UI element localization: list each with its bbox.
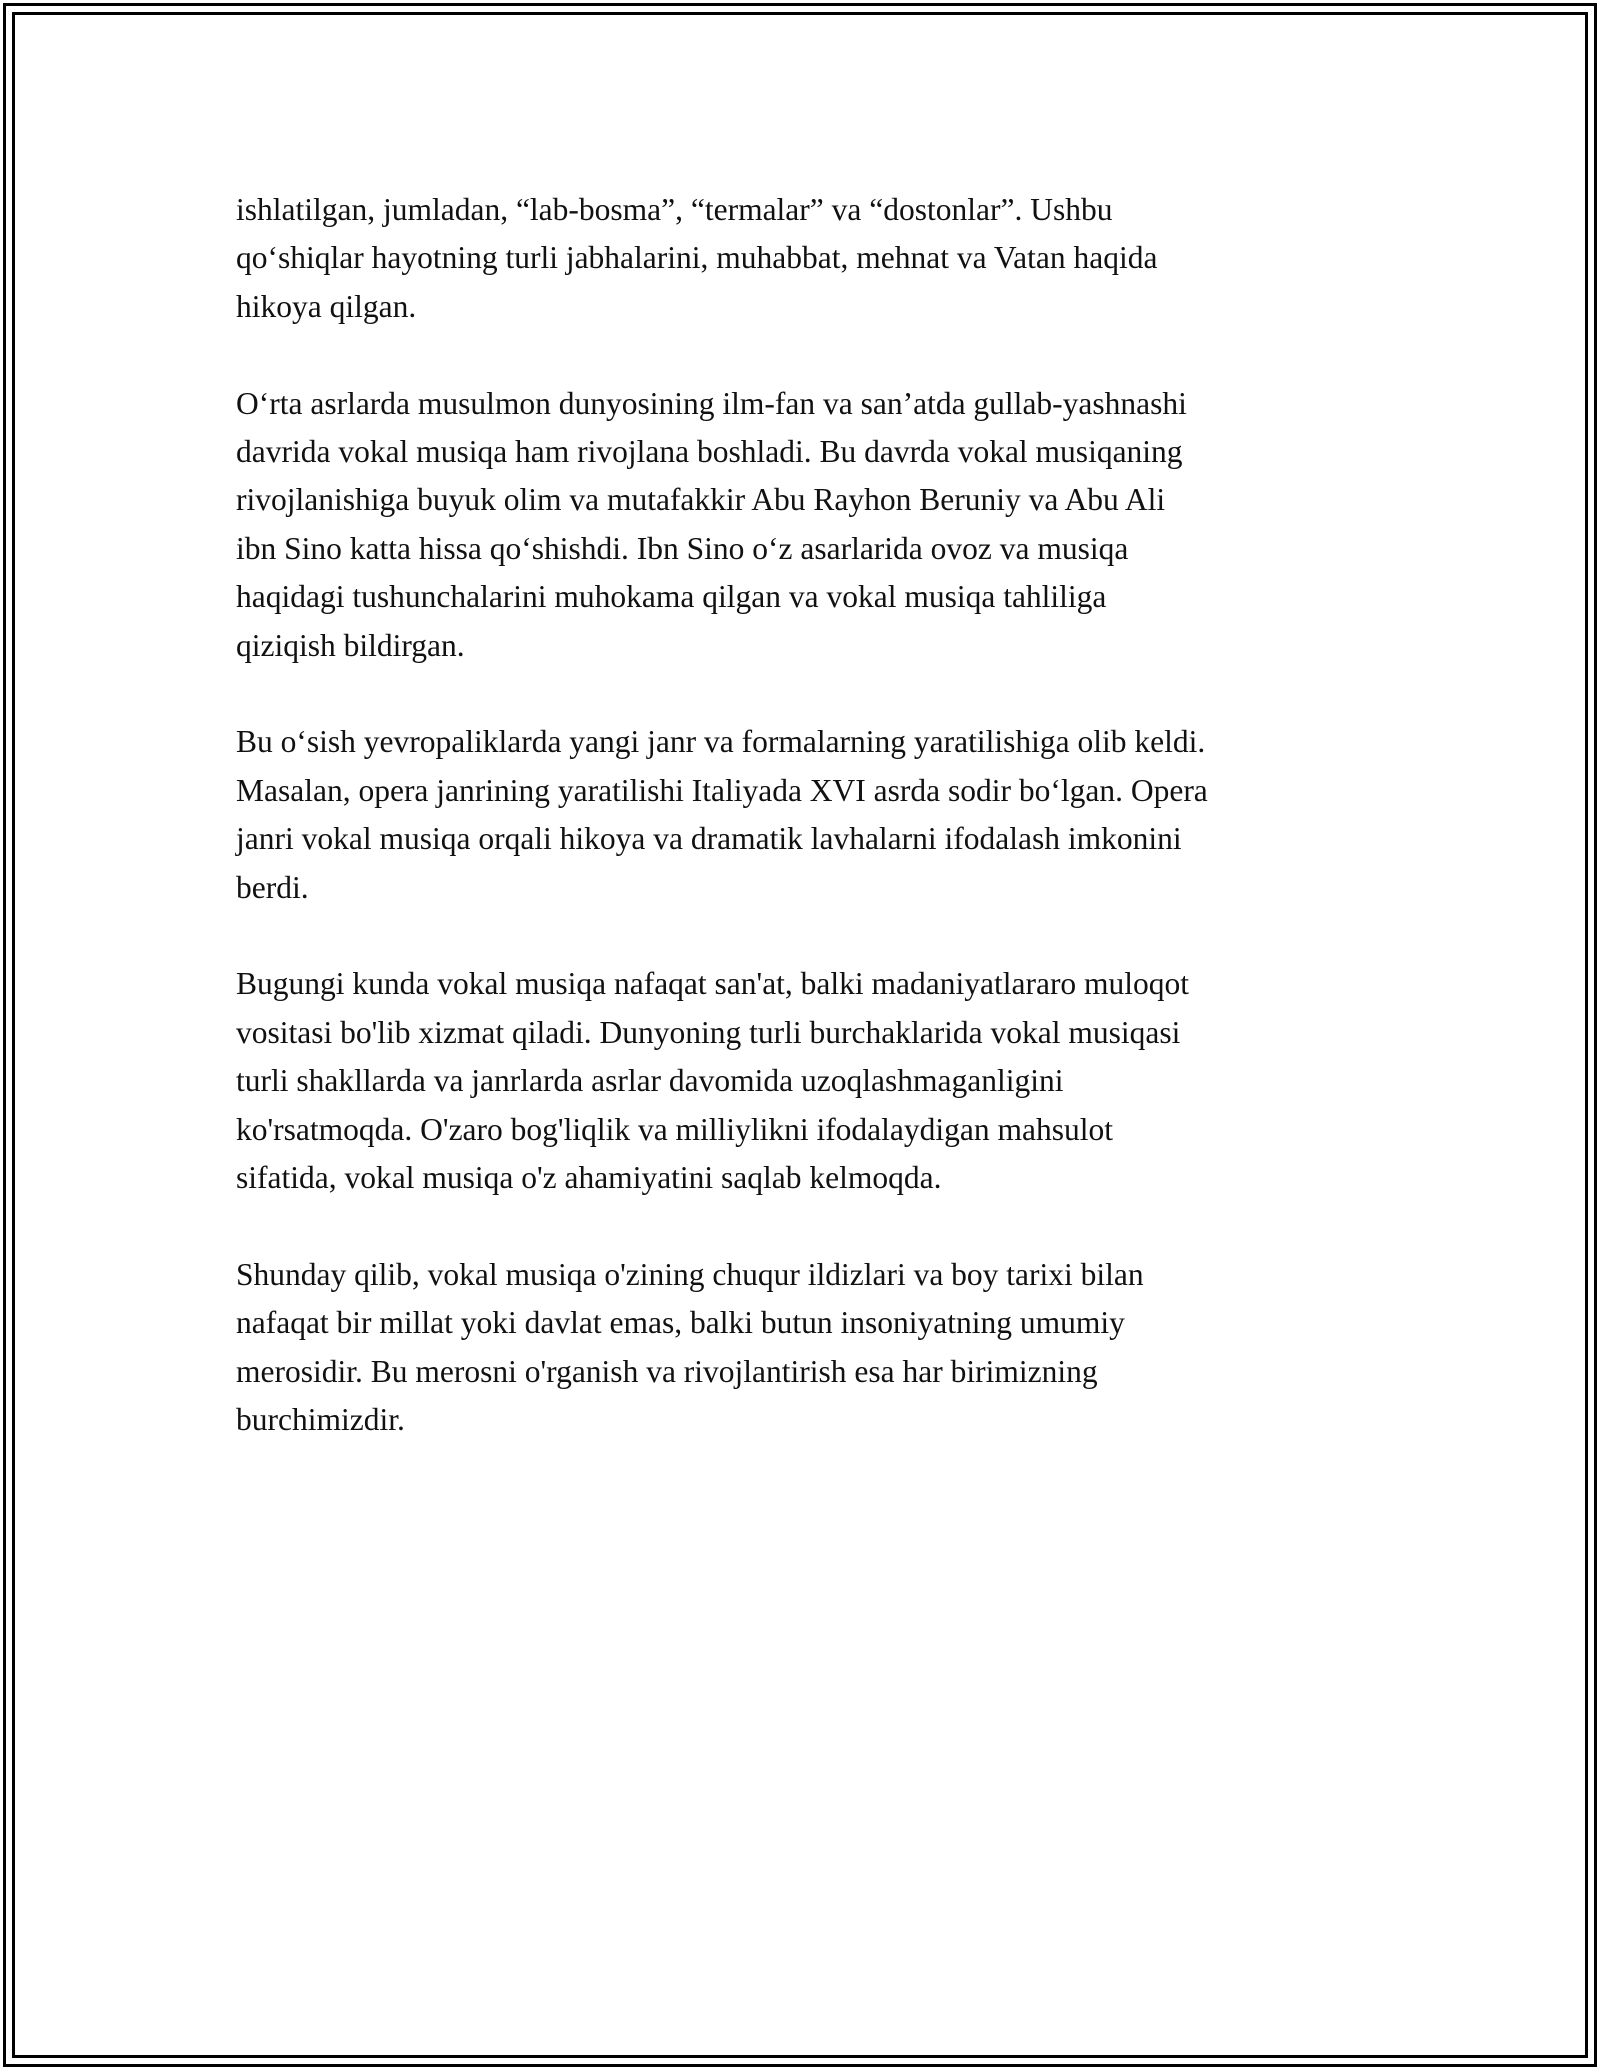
document-body <box>236 186 1386 1493</box>
paragraph-2: O‘rta asrlarda musulmon dunyosining ilm-fan va san’atda gullab-yashnashi davrida vokal musiqa ham rivojlana boshladi. Bu davrda vokal musiqaning rivojlanishiga buyuk olim va mutafakkir Abu Rayhon Beruniy va Abu Ali ibn Sino katta hissa qo‘shishdi. Ibn Sino o‘z asarlarida ovoz va musiqa haqidagi tushunchalarini muhokama qilgan va vokal musiqa tahliliga qiziqish bildirgan. <box>236 385 1187 663</box>
paragraph-3: Bu o‘sish yevropaliklarda yangi janr va formalarning yaratilishiga olib keldi. Masalan, opera janrining yaratilishi Italiyada XVI asrda sodir bo‘lgan. Opera janri vokal musiqa orqali hikoya va dramatik lavhalarni ifodalash imkonini berdi. <box>236 724 1208 905</box>
paragraph-4: Bugungi kunda vokal musiqa nafaqat san'at, balki madaniyatlararo muloqot vositasi bo'lib xizmat qiladi. Dunyoning turli burchaklarida vokal musiqasi turli shakllarda va janrlarda asrlar davomida uzoqlashmaganligini ko'rsatmoqda. O'zaro bog'liqlik va milliylikni ifodalaydigan mahsulot sifatida, vokal musiqa o'z ahamiyatini saqlab kelmoqda. <box>236 966 1190 1196</box>
paragraph-1: ishlatilgan, jumladan, “lab-bosma”, “termalar” va “dostonlar”. Ushbu qo‘shiqlar hayotning turli jabhalarini, muhabbat, mehnat va Vatan haqida hikoya qilgan. <box>236 192 1158 324</box>
paragraph-5: Shunday qilib, vokal musiqa o'zining chuqur ildizlari va boy tarixi bilan nafaqat bir millat yoki davlat emas, balki butun insoniyatning umumiy merosidir. Bu merosni o'rganish va rivojlantirish esa har birimizning burchimizdir. <box>236 1256 1144 1438</box>
